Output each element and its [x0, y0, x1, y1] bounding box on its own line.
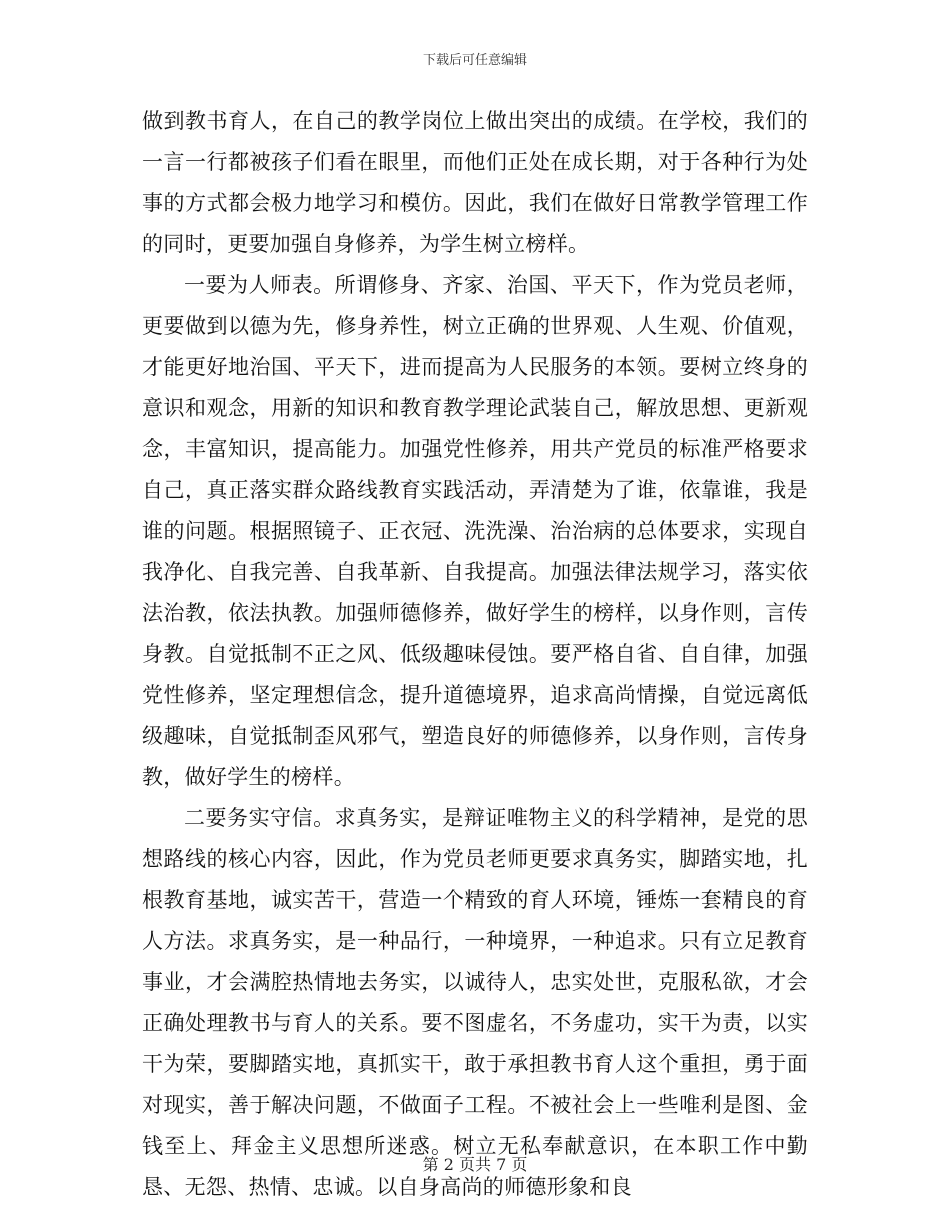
document-body [142, 101, 808, 1208]
page-header: 下载后可任意编辑 [422, 53, 527, 68]
paragraph-role-model: 一要为人师表。所谓修身、齐家、治国、平天下，作为党员老师，更要做到以德为先，修身养性，树立正确的世界观、人生观、价值观，才能更好地治国、平天下，进而提高为人民服务的本领。要树立终身的意识和观念，用新的知识和教育教学理论武装自己，解放思想、更新观念，丰富知识，提高能力。加强党性修养，用共产党员的标准严格要求自己，真正落实群众路线教育实践活动，弄清楚为了谁，依靠谁，我是谁的问题。根据照镜子、正衣冠、洗洗澡、治治病的总体要求，实现自我净化、自我完善、自我革新、自我提高。加强法律法规学习，落实依法治教，依法执教。加强师德修养，做好学生的榜样，以身作则，言传身教。自觉抵制不正之风、低级趣味侵蚀。要严格自省、自自律，加强党性修养，坚定理想信念，提升道德境界，追求高尚情操，自觉远离低级趣味，自觉抵制歪风邪气，塑造良好的师德修养，以身作则，言传身教，做好学生的榜样。 [142, 273, 808, 789]
paragraph-pragmatic: 二要务实守信。求真务实，是辩证唯物主义的科学精神，是党的思想路线的核心内容，因此，作为党员老师更要求真务实，脚踏实地，扎根教育基地，诚实苦干，营造一个精致的育人环境，锤炼一套精良的育人方法。求真务实，是一种品行，一种境界，一种追求。只有立足教育事业，才会满腔热情地去务实，以诚待人，忠实处世，克服私欲，才会正确处理教书与育人的关系。要不图虚名，不务虚功，实干为责，以实干为荣，要脚踏实地，真抓实干，敢于承担教书育人这个重担，勇于面对现实，善于解决问题，不做面子工程。不被社会上一些唯利是图、金钱至上、拜金主义思想所迷惑。树立无私奉献意识，在本职工作中勤恳、无怨、热情、忠诚。以自身高尚的师德形象和良 [142, 806, 808, 1199]
paragraph-continuation: 做到教书育人，在自己的教学岗位上做出突出的成绩。在学校，我们的一言一行都被孩子们看在眼里，而他们正处在成长期，对于各种行为处事的方式都会极力地学习和模仿。因此，我们在做好日常教学管理工作的同时，更要加强自身修养，为学生树立榜样。 [142, 109, 808, 256]
page-number: 第 2 页共 7 页 [422, 1155, 528, 1174]
